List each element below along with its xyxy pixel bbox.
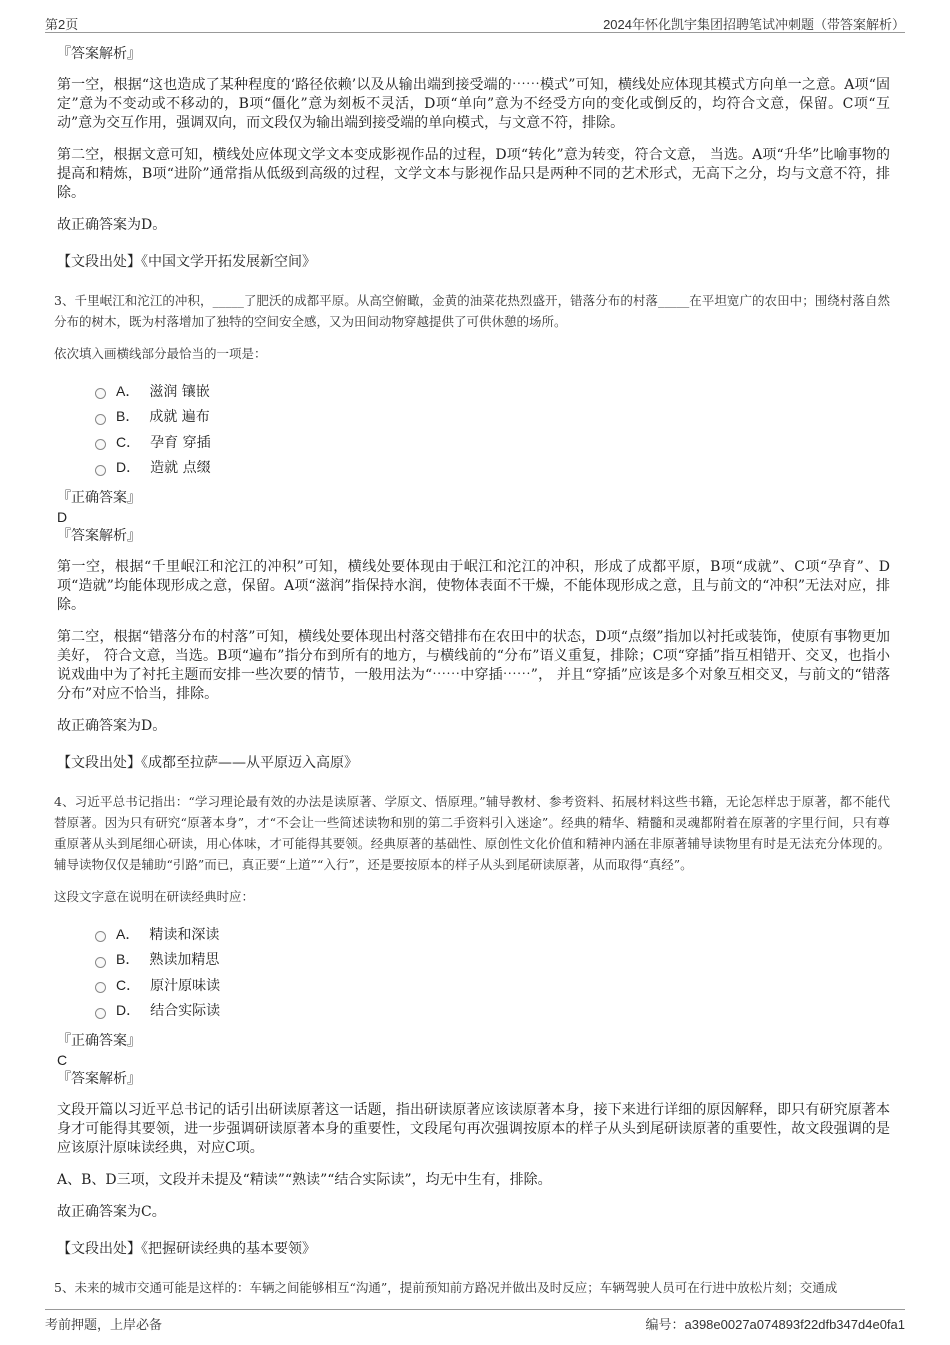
analysis-paragraph: 第一空，根据“这也造成了某种程度的‘路径依赖’以及从输出端到接受端的⋯⋯模式”可知，横线处应体现其模式方向单一之意。A项“固定”意为不变动或不移动的，B项“僵化”意为刻板不灵活，D项“单向”意为不经受方向的变化或倒反的，均符合文意，保留。C项“互动”意为交互作用，强调双向，而文段仅为输出端到接受端的单向模式，与文意不符，排除。 — [57, 77, 890, 131]
option-b[interactable]: B． 成就 遍布 — [95, 404, 890, 430]
question-3-options — [95, 378, 890, 480]
analysis-label: 『答案解析』 — [57, 46, 141, 62]
option-d[interactable]: D． 结合实际读 — [95, 998, 890, 1024]
analysis-paragraph: 文段开篇以习近平总书记的话引出研读原著这一话题，指出研读原著应该读原著本身，接下来进行详细的原因解释，即只有研究原著本身才可能得其要领，进一步强调研读原著本身的重要性，文段尾句再次强调按原本的样子从头到尾研读原著的重要性，故文段强调的是应该原汁原味读经典，对应C项。 — [57, 1102, 890, 1156]
analysis-paragraph: 第二空，根据文意可知，横线处应体现文学文本变成影视作品的过程，D项“转化”意为转变，符合文意， 当选。A项“升华”比喻事物的提高和精炼，B项“进阶”通常指从低级到高级的过程，文学文本与影视作品只是两种不同的艺术形式，无高下之分，均与文意不符，排除。 — [57, 147, 890, 201]
radio-button[interactable] — [95, 414, 106, 425]
document-code: 编号：a398e0027a074893f22dfb347d4e0fa1 — [645, 1317, 905, 1332]
correct-answer: D — [57, 509, 68, 525]
analysis-paragraph: 第一空，根据“千里岷江和沱江的冲积”可知，横线处要体现由于岷江和沱江的冲积，形成了成都平原，B项“成就”、C项“孕育”、D项“造就”均能体现形成之意，保留。A项“滋润”指保持水润，使物体表面不干燥，不能体现形成之意，且与前文的“冲积”无法对应，排除。 — [57, 559, 890, 613]
radio-button[interactable] — [95, 957, 106, 968]
page-header — [45, 12, 905, 33]
passage-source: 【文段出处】《把握研读经典的基本要领》 — [57, 1241, 316, 1257]
analysis-label: 『答案解析』 — [57, 1071, 141, 1087]
radio-button[interactable] — [95, 388, 106, 399]
analysis-conclusion: 故正确答案为D。 — [57, 718, 167, 734]
analysis-paragraph: A、B、D三项，文段并未提及“精读”“熟读”“结合实际读”，均无中生有，排除。 — [57, 1172, 552, 1188]
correct-answer-label: 『正确答案』 — [57, 490, 141, 506]
radio-button[interactable] — [95, 439, 106, 450]
question-4-options — [95, 921, 890, 1023]
analysis-paragraph: 第二空，根据“错落分布的村落”可知，横线处要体现出村落交错排布在农田中的状态，D项“点缀”指加以衬托或装饰，使原有事物更加美好， 符合文意，当选。B项“遍布”指分布到所有的地方，与横线前的“分布”语义重复，排除；C项“穿插”指互相错开、交叉，也指小说戏曲中为了衬托主题而安排一些次要的情节，一般用法为“⋯⋯中穿插⋯⋯”， 并且“穿插”应该是多个对象互相交叉，与前文的“错落分布”对应不恰当，排除。 — [57, 629, 890, 702]
radio-button[interactable] — [95, 1008, 106, 1019]
radio-button[interactable] — [95, 931, 106, 942]
question-3-text: 3、千里岷江和沱江的冲积，_____了肥沃的成都平原。从高空俯瞰，金黄的油菜花热烈盛开，错落分布的村落_____在平坦宽广的农田中；围绕村落自然分布的树木，既为村落增加了独特的空间安全感，又为田间动物穿越提供了可供休憩的场所。 — [54, 293, 890, 329]
question-5-text: 5、未来的城市交通可能是这样的：车辆之间能够相互“沟通”，提前预知前方路况并做出及时反应；车辆驾驶人员可在行进中放松片刻；交通成 — [54, 1280, 838, 1295]
radio-button[interactable] — [95, 982, 106, 993]
analysis-conclusion: 故正确答案为C。 — [57, 1204, 166, 1220]
analysis-label: 『答案解析』 — [57, 528, 141, 544]
question-3-prompt: 依次填入画横线部分最恰当的一项是： — [54, 346, 267, 361]
question-4-text: 4、习近平总书记指出：“学习理论最有效的办法是读原著、学原文、悟原理。”辅导教材、参考资料、拓展材料这些书籍，无论怎样忠于原著，都不能代替原著。因为只有研究“原著本身”，才“不会让一些简述读物和别的第二手资料引入迷途”。经典的精华、精髓和灵魂都附着在原著的字里行间，只有尊重原著从头到尾细心研读，用心体味，才可能得其要领。经典原著的基础性、原创性文化价值和精神内涵在非原著辅导读物里有时是无法充分体现的。辅导读物仅仅是辅助“引路”而已，真正要“上道”“入行”，还是要按原本的样子从头到尾研读原著，从而取得“真经”。 — [54, 794, 890, 872]
correct-answer-label: 『正确答案』 — [57, 1033, 141, 1049]
passage-source: 【文段出处】《中国文学开拓发展新空间》 — [57, 254, 316, 270]
footer-slogan: 考前押题，上岸必备 — [45, 1317, 163, 1332]
radio-button[interactable] — [95, 465, 106, 476]
option-a[interactable]: A． 精读和深读 — [95, 921, 890, 947]
correct-answer: C — [57, 1052, 68, 1068]
analysis-conclusion: 故正确答案为D。 — [57, 217, 167, 233]
option-a[interactable]: A． 滋润 镶嵌 — [95, 378, 890, 404]
page-content — [54, 40, 890, 1298]
option-b[interactable]: B． 熟读加精思 — [95, 947, 890, 973]
question-4-prompt: 这段文字意在说明在研读经典时应： — [54, 889, 255, 904]
page-number: 第2页 — [45, 17, 79, 32]
option-d[interactable]: D． 造就 点缀 — [95, 455, 890, 481]
page-footer — [45, 1309, 905, 1330]
option-c[interactable]: C． 原汁原味读 — [95, 972, 890, 998]
document-title: 2024年怀化凯宇集团招聘笔试冲刺题（带答案解析） — [603, 17, 905, 32]
passage-source: 【文段出处】《成都至拉萨——从平原迈入高原》 — [57, 755, 358, 771]
option-c[interactable]: C． 孕育 穿插 — [95, 429, 890, 455]
